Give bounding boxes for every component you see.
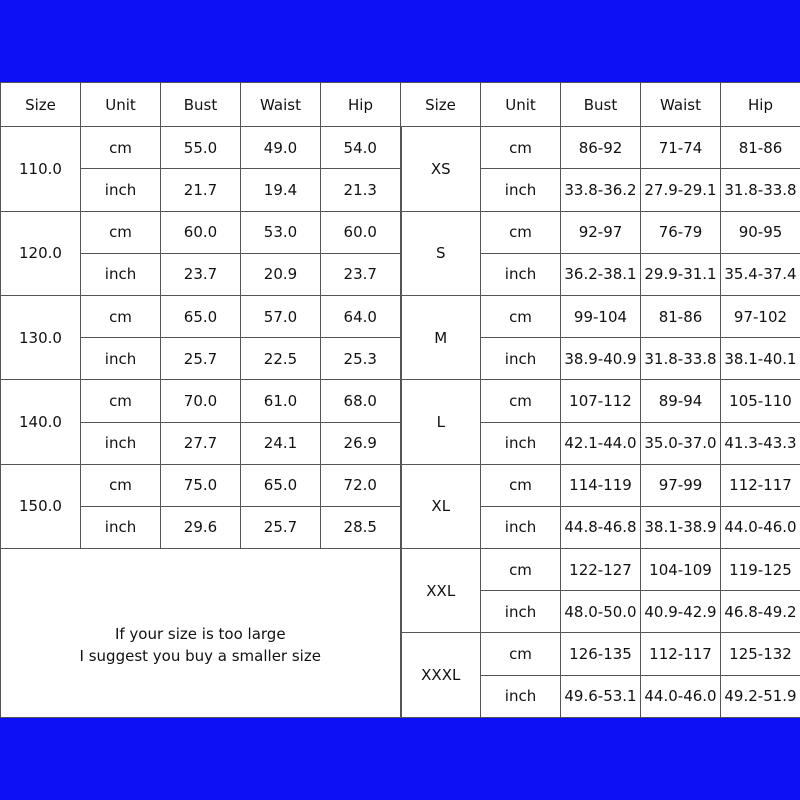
right-size-2: M	[401, 295, 481, 379]
right-hip-cm: 112-117	[721, 464, 800, 506]
unit-label: cm	[481, 127, 561, 169]
left-size-2: 130.0	[1, 295, 81, 379]
right-waist-inch: 38.1-38.9	[641, 506, 721, 548]
right-waist-cm: 97-99	[641, 464, 721, 506]
right-waist-inch: 44.0-46.0	[641, 675, 721, 717]
right-bust-cm: 92-97	[561, 211, 641, 253]
unit-label: cm	[481, 549, 561, 591]
right-waist-cm: 71-74	[641, 127, 721, 169]
left-waist-cm: 61.0	[241, 380, 321, 422]
right-size-3: L	[401, 380, 481, 464]
unit-label: cm	[81, 211, 161, 253]
unit-label: inch	[481, 169, 561, 211]
unit-label: inch	[481, 506, 561, 548]
right-size-6: XXXL	[401, 633, 481, 718]
header-bust-right: Bust	[561, 83, 641, 127]
unit-label: inch	[481, 253, 561, 295]
right-bust-cm: 114-119	[561, 464, 641, 506]
header-waist-right: Waist	[641, 83, 721, 127]
header-row	[1, 83, 800, 127]
header-waist-left: Waist	[241, 83, 321, 127]
size-advice-note	[1, 549, 401, 718]
right-hip-cm: 125-132	[721, 633, 800, 675]
right-waist-inch: 35.0-37.0	[641, 422, 721, 464]
right-bust-cm: 86-92	[561, 127, 641, 169]
table-row	[1, 422, 800, 464]
left-hip-cm: 68.0	[321, 380, 401, 422]
left-waist-inch: 19.4	[241, 169, 321, 211]
right-hip-inch: 49.2-51.9	[721, 675, 800, 717]
right-waist-inch: 31.8-33.8	[641, 338, 721, 380]
right-waist-cm: 81-86	[641, 295, 721, 337]
unit-label: cm	[81, 464, 161, 506]
left-hip-inch: 23.7	[321, 253, 401, 295]
right-waist-inch: 29.9-31.1	[641, 253, 721, 295]
right-waist-cm: 89-94	[641, 380, 721, 422]
note-line-2: I suggest you buy a smaller size	[79, 647, 321, 666]
left-size-0: 110.0	[1, 127, 81, 211]
right-hip-inch: 44.0-46.0	[721, 506, 800, 548]
unit-label: cm	[481, 464, 561, 506]
right-bust-inch: 44.8-46.8	[561, 506, 641, 548]
left-waist-inch: 24.1	[241, 422, 321, 464]
table-row	[1, 253, 800, 295]
right-waist-inch: 27.9-29.1	[641, 169, 721, 211]
right-waist-inch: 40.9-42.9	[641, 591, 721, 633]
right-hip-inch: 38.1-40.1	[721, 338, 800, 380]
unit-label: inch	[481, 675, 561, 717]
right-waist-cm: 104-109	[641, 549, 721, 591]
right-size-0: XS	[401, 127, 481, 211]
right-hip-inch: 31.8-33.8	[721, 169, 800, 211]
left-bust-cm: 60.0	[161, 211, 241, 253]
left-bust-cm: 70.0	[161, 380, 241, 422]
note-line-1: If your size is too large	[114, 625, 286, 644]
unit-label: cm	[481, 380, 561, 422]
left-waist-inch: 25.7	[241, 506, 321, 548]
table-row	[1, 506, 800, 548]
size-chart	[0, 82, 800, 718]
right-size-5: XXL	[401, 549, 481, 633]
right-hip-cm: 90-95	[721, 211, 800, 253]
left-waist-cm: 49.0	[241, 127, 321, 169]
size-chart-table	[0, 82, 800, 718]
unit-label: inch	[81, 169, 161, 211]
table-row	[1, 295, 800, 337]
table-row	[1, 211, 800, 253]
unit-label: inch	[481, 338, 561, 380]
right-size-1: S	[401, 211, 481, 295]
right-bust-cm: 99-104	[561, 295, 641, 337]
right-hip-inch: 46.8-49.2	[721, 591, 800, 633]
unit-label: inch	[81, 338, 161, 380]
unit-label: inch	[81, 506, 161, 548]
table-row	[1, 127, 800, 169]
unit-label: cm	[481, 295, 561, 337]
right-hip-cm: 97-102	[721, 295, 800, 337]
header-size-right: Size	[401, 83, 481, 127]
unit-label: inch	[81, 422, 161, 464]
header-unit-right: Unit	[481, 83, 561, 127]
left-bust-inch: 25.7	[161, 338, 241, 380]
right-bust-inch: 36.2-38.1	[561, 253, 641, 295]
left-hip-cm: 54.0	[321, 127, 401, 169]
right-hip-cm: 119-125	[721, 549, 800, 591]
left-hip-inch: 26.9	[321, 422, 401, 464]
right-hip-cm: 105-110	[721, 380, 800, 422]
unit-label: inch	[481, 422, 561, 464]
left-hip-inch: 21.3	[321, 169, 401, 211]
left-hip-cm: 64.0	[321, 295, 401, 337]
left-size-1: 120.0	[1, 211, 81, 295]
table-row	[1, 464, 800, 506]
left-waist-cm: 65.0	[241, 464, 321, 506]
unit-label: cm	[481, 211, 561, 253]
left-bust-inch: 29.6	[161, 506, 241, 548]
unit-label: cm	[81, 380, 161, 422]
unit-label: cm	[81, 127, 161, 169]
left-waist-inch: 22.5	[241, 338, 321, 380]
table-row	[1, 338, 800, 380]
right-bust-cm: 107-112	[561, 380, 641, 422]
right-waist-cm: 112-117	[641, 633, 721, 675]
table-row	[1, 380, 800, 422]
left-bust-inch: 27.7	[161, 422, 241, 464]
left-size-4: 150.0	[1, 464, 81, 548]
header-hip-left: Hip	[321, 83, 401, 127]
left-size-3: 140.0	[1, 380, 81, 464]
right-bust-inch: 48.0-50.0	[561, 591, 641, 633]
right-waist-cm: 76-79	[641, 211, 721, 253]
unit-label: inch	[81, 253, 161, 295]
left-waist-cm: 53.0	[241, 211, 321, 253]
left-hip-cm: 72.0	[321, 464, 401, 506]
left-hip-inch: 25.3	[321, 338, 401, 380]
right-hip-inch: 41.3-43.3	[721, 422, 800, 464]
right-bust-inch: 38.9-40.9	[561, 338, 641, 380]
left-hip-inch: 28.5	[321, 506, 401, 548]
right-bust-inch: 42.1-44.0	[561, 422, 641, 464]
right-hip-inch: 35.4-37.4	[721, 253, 800, 295]
right-bust-cm: 122-127	[561, 549, 641, 591]
header-hip-right: Hip	[721, 83, 800, 127]
header-size-left: Size	[1, 83, 81, 127]
left-bust-inch: 23.7	[161, 253, 241, 295]
right-size-4: XL	[401, 464, 481, 548]
right-bust-cm: 126-135	[561, 633, 641, 675]
unit-label: cm	[481, 633, 561, 675]
header-unit-left: Unit	[81, 83, 161, 127]
left-hip-cm: 60.0	[321, 211, 401, 253]
left-bust-inch: 21.7	[161, 169, 241, 211]
left-bust-cm: 75.0	[161, 464, 241, 506]
header-bust-left: Bust	[161, 83, 241, 127]
unit-label: cm	[81, 295, 161, 337]
unit-label: inch	[481, 591, 561, 633]
left-bust-cm: 55.0	[161, 127, 241, 169]
table-row	[1, 169, 800, 211]
left-bust-cm: 65.0	[161, 295, 241, 337]
left-waist-inch: 20.9	[241, 253, 321, 295]
right-bust-inch: 33.8-36.2	[561, 169, 641, 211]
right-hip-cm: 81-86	[721, 127, 800, 169]
table-row	[1, 549, 800, 591]
left-waist-cm: 57.0	[241, 295, 321, 337]
right-bust-inch: 49.6-53.1	[561, 675, 641, 717]
